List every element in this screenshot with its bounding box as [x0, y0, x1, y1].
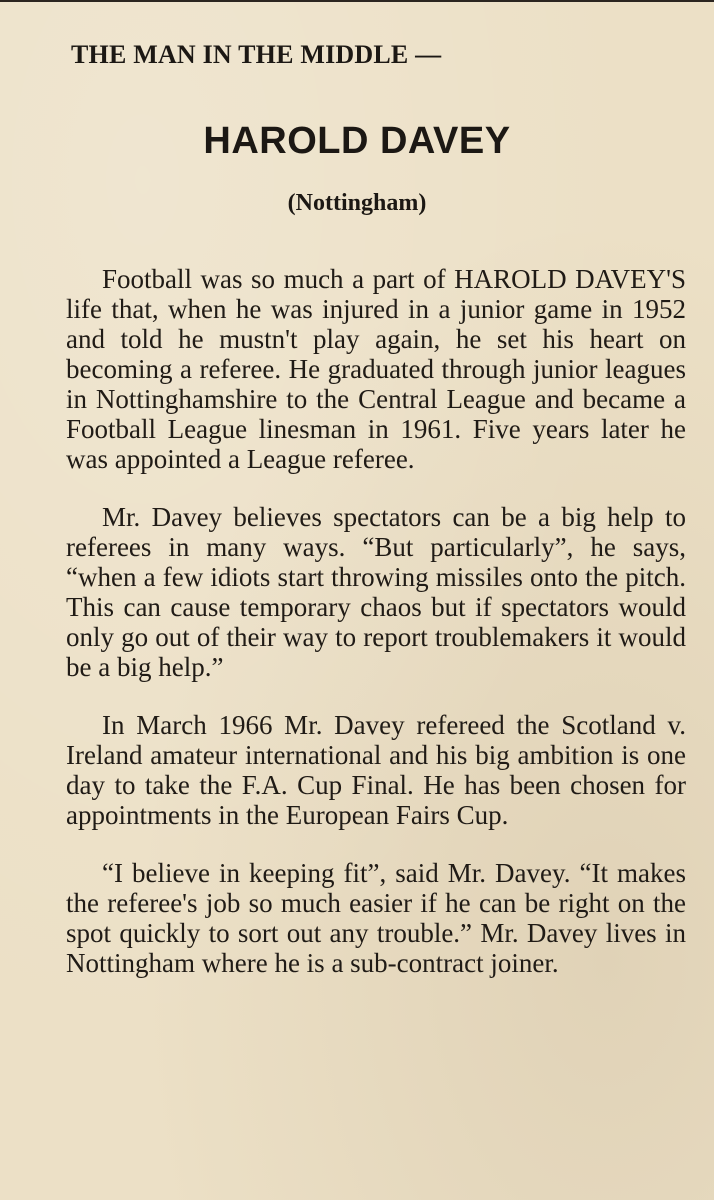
- paragraph-4: “I believe in keeping fit”, said Mr. Davey. “It makes the referee's job so much easier if he can be right on the spot quickly to sort out any trouble.” Mr. Davey lives in Nottingham where he is a sub-contract joiner.: [66, 858, 686, 978]
- article-subtitle: (Nottingham): [287, 190, 427, 216]
- paragraph-3: In March 1966 Mr. Davey refereed the Scotland v. Ireland amateur international and his big ambition is one day to take the F.A. Cup Final. He has been chosen for appointments in the European Fairs Cup.: [66, 710, 686, 830]
- article-title: HAROLD DAVEY: [203, 120, 511, 162]
- section-kicker: THE MAN IN THE MIDDLE —: [71, 40, 442, 69]
- paragraph-2: Mr. Davey believes spectators can be a big help to referees in many ways. “But particularly”, he says, “when a few idiots start throwing missiles onto the pitch. This can cause temporary chaos but if spectators would only go out of their way to report troublemakers it would be a big help.”: [66, 502, 686, 682]
- paragraph-1: Football was so much a part of HAROLD DAVEY'S life that, when he was injured in a junior game in 1952 and told he mustn't play again, he set his heart on becoming a referee. He graduated through junior leagues in Nottinghamshire to the Central League and became a Football League linesman in 1961. Five years later he was appointed a League referee.: [66, 264, 686, 474]
- article-body: [66, 264, 686, 1006]
